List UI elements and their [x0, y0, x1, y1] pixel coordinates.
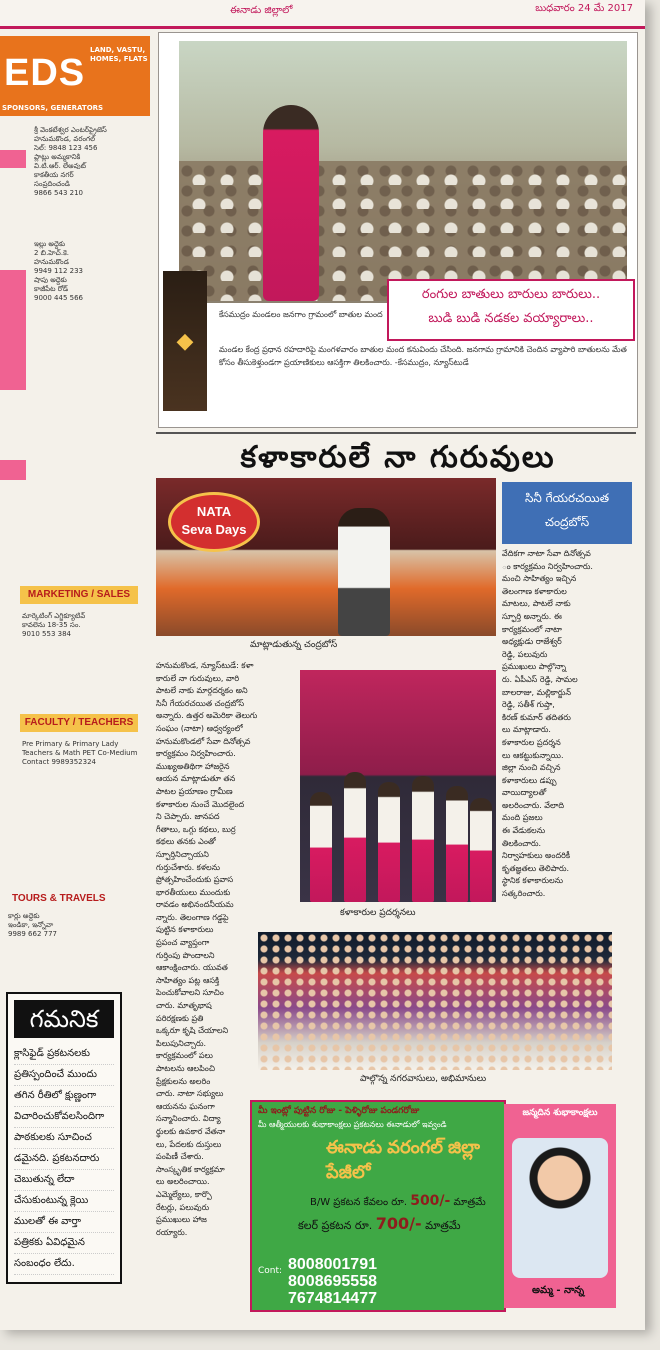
birthday-title: జన్మదిన శుభాకాంక్షలు [522, 1108, 598, 1118]
text-line: ప్రేక్షకులను అలరిం [156, 1076, 211, 1086]
badge-line: Seva Days [181, 522, 247, 537]
color-suffix: మాత్రమే [425, 1219, 461, 1232]
notice-title: గమనిక [14, 1000, 114, 1038]
text-line: సాహిత్యం పట్ల ఆసక్తి [156, 975, 220, 985]
photo-story-body: మండల కేంద్ర ప్రధాన రహదారిపై మంగళవారం బాతుల మంద కనువిందు చేసింది. జనగామ గ్రామానికి చెందిన వ్యాపారి బాతులను మేత కోసం తీసుకెళ్తుండగా ప్రయాణికులు ఆసక్తిగా తిలకించారు. -కేసముద్రం, న్యూస్‌టుడే [219, 345, 627, 367]
banner-title: EDS [4, 52, 86, 94]
text-line: ప్రముఖులు హాజ [156, 1215, 207, 1225]
ad-line: హనుమకొండ, వరంగల్ [34, 135, 96, 143]
ad-line: సెల్: 9848 123 456 [34, 144, 98, 152]
category-marker [0, 150, 26, 168]
text-line: పాటలను ఆలపించి [156, 1064, 215, 1073]
notice-line: డమైనది. ప్రకటనదారు [14, 1149, 114, 1170]
ad-line: Pre Primary & Primary Lady [22, 740, 119, 748]
text-line: ఆకాంక్షించారు. యువత [156, 963, 228, 973]
ad-line: కాకతీయ నగర్ [34, 171, 74, 179]
text-line: ని చెప్పారు. జానపద [156, 812, 220, 822]
event-stage-photo [156, 478, 496, 636]
text-line: లు మాట్లాడారు. [502, 725, 551, 735]
classified-ad-block [22, 740, 138, 767]
notice-line: క్లాసిఫైడ్ ప్రకటనలకు [14, 1044, 114, 1065]
text-line: ం కార్యక్రమం నిర్వహించారు. [502, 561, 593, 571]
notice-line: చేసుకుంటున్న క్లెయి [14, 1191, 114, 1212]
ad-color-price [298, 1214, 504, 1235]
ad-line: మార్కెటింగ్ ఎగ్జిక్యూటివ్ [22, 612, 86, 620]
ad-line: 9949 112 233 [34, 267, 83, 275]
ad-line: 9000 445 566 [34, 294, 83, 302]
text-line: అన్నారు. ఉత్తర అమెరికా తెలుగు [156, 711, 258, 721]
classified-ad-block [34, 240, 150, 303]
category-marker [0, 460, 26, 480]
ducks-photo [179, 41, 627, 303]
notice-line: విచారించుకోవలసిందిగా [14, 1107, 114, 1128]
contact-label: Cont: [258, 1266, 283, 1276]
classified-ad-block [8, 912, 124, 939]
caption-line: బుడి బుడి నడకల వయ్యారాలు.. [428, 311, 594, 326]
text-line: ప్రముఖులు పాల్గొన్నా [502, 662, 567, 672]
ad-line: Contact 9989352324 [22, 758, 96, 766]
article-right-column [502, 548, 634, 901]
text-line: ఎమ్మెల్యేలు, కార్పొ [156, 1189, 212, 1199]
notice-line: పాఠకులకు సూచించ [14, 1128, 114, 1149]
text-line: రెడ్డి, సతీశ్ గుప్తా, [502, 700, 555, 710]
ad-line: ఇల్లు అద్దెకు [34, 240, 66, 248]
disclaimer-notice [6, 992, 122, 1284]
text-line: వేదికగా నాటా సేవా దినోత్సవ [502, 549, 591, 558]
text-line: కళాకారుల నుంచే మొదలైంద [156, 799, 245, 809]
ad-line: సంప్రదించండి [34, 180, 70, 188]
ad-line: 9989 662 777 [8, 930, 57, 938]
ad-line: ప్లాట్లు అమ్మకానికి [34, 153, 81, 161]
text-line: భారతీయులు ముందుకు [156, 887, 231, 897]
text-line: రెడ్డి, పలువురు [502, 649, 548, 659]
text-line: రయ్యారు. [156, 1227, 188, 1237]
text-line: పరిరక్షణకు ప్రతి [156, 1013, 204, 1023]
logo-image: ◆ [163, 271, 207, 411]
drummers-photo [300, 670, 496, 902]
ad-line: హనుమకొండ [34, 258, 69, 266]
phone-number: 8008695558 [288, 1273, 377, 1290]
text-line: కార్యక్రమంలో పలు [156, 1051, 213, 1061]
ad-line: 9866 543 210 [34, 189, 83, 197]
caption-line: రంగుల బాతులు బారులు బారులు.. [421, 287, 601, 302]
notice-line: ప్రతిస్పందించే ముందు [14, 1065, 114, 1086]
notice-line: ములతో ఈ వార్తా [14, 1212, 114, 1233]
text-line: ప్రోత్సహించేందుకు ప్రవాస [156, 875, 234, 885]
speaker-figure [338, 508, 390, 636]
contact-phones [288, 1256, 377, 1307]
category-tours-travels: TOURS & TRAVELS [12, 893, 106, 904]
section-divider [156, 432, 636, 434]
text-line: ర్థులకు ఉపకార వేతనా [156, 1126, 226, 1136]
text-line: సత్కరించారు. [502, 889, 546, 899]
text-line: కార్యక్రమం నిర్వహించారు. [156, 749, 236, 759]
drummer-figure [412, 776, 434, 902]
ad-subline: మీ ఆత్మీయులకు శుభాకాంక్షలు ప్రకటనలు ఈనాడులో ఇవ్వండి [258, 1120, 447, 1129]
text-line: కిరణ్‌ కుమార్ తదితరు [502, 712, 571, 722]
text-line: ఈ వేడుకలను [502, 826, 546, 836]
banner-top-text: LAND, VASTU, HOMES, FLATS [90, 46, 148, 63]
birthday-sign: అమ్మ - నాన్న [532, 1285, 585, 1296]
text-line: పాటల ప్రయాణం గ్రామీణ [156, 786, 233, 796]
color-label: కలర్ ప్రకటన రూ. [298, 1219, 373, 1232]
classified-ad-block [22, 612, 138, 639]
ad-line: 2 బి.హెచ్.కె. [34, 249, 69, 257]
birthday-ad [504, 1104, 616, 1308]
text-line: మంచి సాహిత్యం ఇచ్చిన [502, 574, 577, 584]
text-line: మంది ప్రజలు [502, 813, 543, 823]
masthead-date: బుధవారం 24 మే 2017 [535, 3, 633, 14]
text-line: కారులే నా గురువులు, వారి [156, 673, 240, 683]
text-line: సన్మానించారు. విద్యా [156, 1114, 221, 1124]
text-line: రు. ఏపీఎస్‌ రెడ్డి, సామల [502, 674, 578, 684]
badge-line: NATA [196, 504, 232, 519]
byline-name: చంద్రబోస్ [544, 515, 590, 529]
text-line: కథలు తనకు ఎంతో [156, 837, 216, 847]
text-line: ముఖ్యఅతిథిగా హాజరైన [156, 761, 230, 771]
text-line: హనుమకొండ, న్యూస్‌టుడే: కళా [156, 661, 254, 670]
text-line: కళాకారుల ప్రదర్శన [502, 737, 561, 747]
text-line: గుర్తుచేశారు. కళలను [156, 862, 221, 872]
text-line: పెంచుకోవాలని సూచిం [156, 988, 224, 998]
ad-line: కావలెను 18-35 సం. [22, 621, 81, 629]
ad-line: ఇండికా, ఇన్నోవా [8, 921, 54, 929]
text-line: రేటర్లు, పలువురు [156, 1202, 210, 1212]
nata-seva-days-badge [168, 492, 260, 552]
phone-number: 8008001791 [288, 1256, 377, 1273]
ad-brand: ఈనాడు వరంగల్ జిల్లా పేజీలో [326, 1137, 481, 1182]
bw-suffix: మాత్రమే [453, 1197, 486, 1208]
classified-ad-block [34, 126, 150, 198]
event-photo-caption: మాట్లాడుతున్న చంద్రబోస్ [250, 640, 338, 650]
photo-caption-box [387, 279, 635, 341]
text-line: చారు. నాటా సభ్యులు [156, 1089, 224, 1099]
drummer-figure [378, 782, 400, 902]
byline-role: సినీ గేయరచయిత [524, 491, 610, 505]
text-line: లు ఆకట్టుకున్నాయి. [502, 750, 564, 760]
text-line: ఒక్కరూ కృషి చేయాలని [156, 1026, 229, 1036]
text-line: జిల్లా నుంచి వచ్చిన [502, 763, 561, 773]
text-line: కృతజ్ఞతలు తెలిపారు. [502, 863, 570, 873]
text-line: మాటలు, పాటలే నాకు [502, 599, 571, 609]
drummers-caption: కళాకారుల ప్రదర్శనలు [340, 908, 416, 918]
ad-line: 9010 553 384 [22, 630, 71, 638]
text-line: కళాకారులు డప్పు [502, 775, 557, 785]
category-marketing-sales: MARKETING / SALES [20, 586, 138, 604]
text-line: ప్రపంచ వ్యాప్తంగా [156, 938, 210, 948]
phone-number: 7674814477 [288, 1290, 377, 1307]
text-line: ఆయనను ఘనంగా [156, 1101, 215, 1111]
bw-price: 500/- [410, 1193, 451, 1209]
text-line: లు అలరించాయి. [156, 1177, 210, 1187]
text-line: న్నారు. తెలంగాణ గడ్డపై [156, 912, 229, 922]
ad-line: వి.టి.ఆర్. లేఅవుట్ [34, 162, 86, 170]
notice-body [8, 1038, 120, 1281]
bw-label: B/W ప్రకటన కేవలం రూ. [310, 1197, 408, 1208]
text-line: బాలరాజు, మల్లికార్జున్ [502, 687, 571, 697]
ad-headline: మీ ఇంట్లో పుట్టిన రోజు - పెళ్ళిరోజు పండగరోజు [258, 1106, 420, 1116]
masthead-left-text: ఈనాడు జిల్లాలో [230, 5, 293, 16]
drummer-figure [344, 772, 366, 902]
ad-line: షాపు అద్దెకు [34, 276, 67, 284]
text-line: తెలంగాణ కళాకారుల [502, 586, 567, 596]
text-line: రావడం అభినందనీయమ [156, 900, 234, 910]
small-caption: కేసముద్రం మండలం జనగాం గ్రామంలో బాతుల మంద [219, 310, 383, 319]
text-line: సాంస్కృతిక కార్యక్రమా [156, 1164, 225, 1174]
text-line: గుర్తింపు పొందాలని [156, 950, 215, 960]
text-line: గీతాలు, ఒగ్గు కథలు, బుర్ర [156, 824, 236, 834]
text-line: తిలకించారు. [502, 838, 542, 848]
text-line: పాటలే నాకు మార్గదర్శకం అని [156, 686, 248, 696]
notice-line: చెబుతున్న లేదా [14, 1170, 114, 1191]
article-headline: కళాకారులే నా గురువులు [240, 440, 556, 475]
masthead [0, 0, 645, 29]
text-line: సంఘం (నాటా) ఆధ్వర్యంలో [156, 723, 243, 733]
color-price: 700/- [375, 1214, 422, 1233]
ad-bw-price [310, 1193, 504, 1210]
classifieds-column [0, 30, 152, 1330]
text-line: స్థానిక కళాకారులను [502, 876, 564, 886]
crowd-photo [258, 932, 612, 1070]
drummer-figure [310, 792, 332, 902]
crowd-caption: పాల్గొన్న నగరవాసులు, అభిమానులు [360, 1074, 487, 1084]
photo-story [158, 32, 638, 428]
ad-line: శ్రీ వెంకటేశ్వర ఎంటర్‌ప్రైజెస్ [34, 126, 107, 134]
text-line: అలరించారు. వేలాది [502, 800, 565, 810]
text-line: సినీ గేయరచయిత చంద్రబోస్ [156, 698, 245, 708]
ad-line: కార్లు అద్దెకు [8, 912, 40, 920]
text-line: స్ఫూర్తినిచ్చాయని [156, 849, 209, 859]
banner-bottom-text: SPONSORS, GENERATORS [2, 104, 104, 112]
notice-line: పత్రికకు ఏవిధమైన [14, 1233, 114, 1254]
ad-line: Teachers & Math PET Co-Medium [22, 749, 138, 757]
text-line: పుట్టిన కళాకారులు [156, 925, 214, 935]
text-line: లు, పేదలకు దుస్తులు [156, 1139, 222, 1149]
text-line: హనుమకొండలో సేవా దినోత్సవ [156, 736, 251, 746]
text-line: కార్యక్రమంలో నాటా [502, 624, 562, 634]
category-marker [0, 270, 26, 390]
text-line: పిలుపునిచ్చారు. [156, 1038, 207, 1048]
drummer-figure [470, 798, 492, 902]
text-line: అధ్యక్షుడు రాజేశ్వర్ [502, 637, 562, 647]
text-line: స్ఫూర్తి అన్నారు. ఈ [502, 611, 562, 621]
greetings-ad [250, 1100, 506, 1312]
byline-box [502, 482, 632, 544]
classifieds-banner [0, 36, 150, 116]
ad-line: కాజీపేట రోడ్ [34, 285, 69, 293]
notice-line: తగిన రీతిలో క్షుణ్ణంగా [14, 1086, 114, 1107]
baby-photo [512, 1138, 608, 1278]
text-line: చారు. మాతృభాష [156, 1001, 212, 1011]
drummer-figure [446, 786, 468, 902]
notice-line: సంబంధం లేదు. [14, 1254, 114, 1275]
category-faculty-teachers: FACULTY / TEACHERS [20, 714, 138, 732]
text-line: ఆయన మాట్లాడుతూ తన [156, 774, 236, 784]
text-line: వాయిద్యాలతో [502, 788, 547, 798]
woman-figure [263, 105, 319, 301]
text-line: పంపిణీ చేశారు. [156, 1152, 204, 1162]
text-line: నిర్వాహకులు అందరికీ [502, 851, 571, 861]
